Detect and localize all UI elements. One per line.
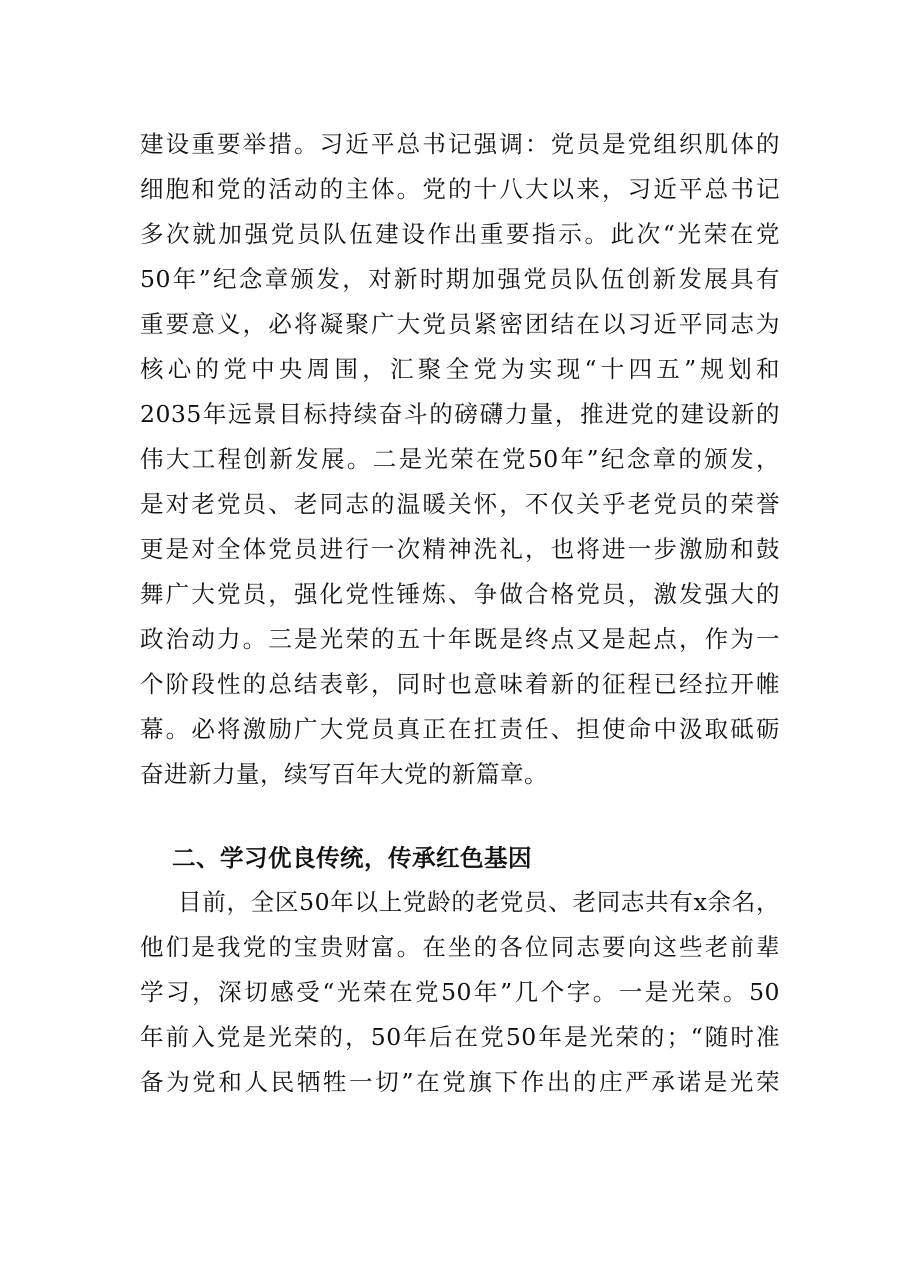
paragraph-line: 重要意义，必将凝聚广大党员紧密团结在以习近平同志为 xyxy=(140,310,780,338)
paragraph-line: 学习，深切感受“光荣在党50年”几个字。一是光荣。50 xyxy=(140,978,780,1006)
paragraph-line: 备为党和人民牺牲一切”在党旗下作出的庄严承诺是光荣 xyxy=(140,1068,780,1096)
paragraph-line: 年前入党是光荣的，50年后在党50年是光荣的；“随时准 xyxy=(140,1023,780,1051)
paragraph-line: 是对老党员、老同志的温暖关怀，不仅关乎老党员的荣誉 xyxy=(140,490,780,518)
paragraph-line: 目前，全区50年以上党龄的老党员、老同志共有x余名， xyxy=(178,888,780,916)
paragraph-line: 政治动力。三是光荣的五十年既是终点又是起点，作为一 xyxy=(140,625,780,653)
paragraph-line: 2035年远景目标持续奋斗的磅礴力量，推进党的建设新的 xyxy=(140,400,780,428)
paragraph-line: 更是对全体党员进行一次精神洗礼，也将进一步激励和鼓 xyxy=(140,535,780,563)
paragraph-line: 奋进新力量，续写百年大党的新篇章。 xyxy=(140,760,548,788)
paragraph-line: 50年”纪念章颁发，对新时期加强党员队伍创新发展具有 xyxy=(140,265,780,293)
paragraph-line: 幕。必将激励广大党员真正在扛责任、担使命中汲取砥砺 xyxy=(140,715,780,743)
section-heading: 二、学习优良传统，传承红色基因 xyxy=(172,844,532,872)
paragraph-line: 伟大工程创新发展。二是光荣在党50年”纪念章的颁发， xyxy=(140,445,780,473)
paragraph-line: 个阶段性的总结表彰，同时也意味着新的征程已经拉开帷 xyxy=(140,670,780,698)
paragraph-line: 他们是我党的宝贵财富。在坐的各位同志要向这些老前辈 xyxy=(140,933,780,961)
paragraph-line: 细胞和党的活动的主体。党的十八大以来，习近平总书记 xyxy=(140,175,780,203)
paragraph-line: 建设重要举措。习近平总书记强调：党员是党组织肌体的 xyxy=(140,130,780,158)
paragraph-line: 舞广大党员，强化党性锤炼、争做合格党员，激发强大的 xyxy=(140,580,780,608)
paragraph-line: 核心的党中央周围，汇聚全党为实现“十四五”规划和 xyxy=(140,355,780,383)
paragraph-line: 多次就加强党员队伍建设作出重要指示。此次“光荣在党 xyxy=(140,220,780,248)
